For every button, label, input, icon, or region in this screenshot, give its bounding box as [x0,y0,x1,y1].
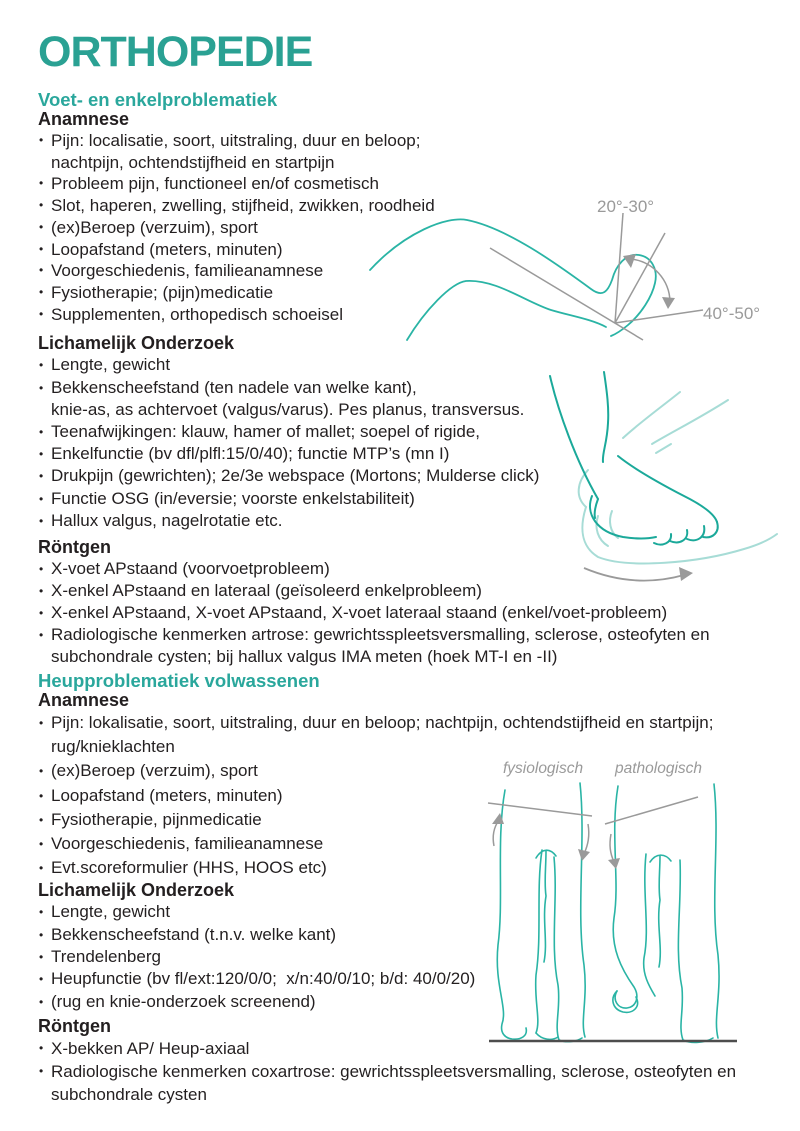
bullet-line: • Radiologische kenmerken coxartrose: gewrichtsspleetsversmalling, sclerose, osteofyten en [51,1061,737,1081]
bullet-line: • X-enkel APstaand en lateraal (geïsoleerd enkelprobleem) [51,580,482,600]
bullet-line: • Hallux valgus, nagelrotatie etc. [51,510,283,530]
legs-outline-sketch [497,783,719,1042]
bullet-line: • Bekkenscheefstand (t.n.v. welke kant) [51,924,337,944]
bullet-line: • Probleem pijn, functioneel en/of cosmetisch [51,174,379,194]
bullet-list [38,1037,792,1106]
bullet-line: • Pijn: localisatie, soort, uitstraling, duur en beloop; [51,131,421,150]
subsection-heading: Röntgen [38,1015,111,1036]
physiologic-label: fysiologisch [503,760,584,777]
bullet-line: • Lengte, gewicht [51,902,171,922]
bullet-line: • Fysiotherapie, pijnmedicatie [51,809,262,829]
bullet-line: • Evt.scoreformulier (HHS, HOOS etc) [51,858,327,878]
bullet-line: • Loopafstand (meters, minuten) [51,239,283,259]
section-heading: Heupproblematiek volwassenen [38,669,320,691]
subsection-heading: Lichamelijk Onderzoek [38,880,235,901]
bullet-line: • Pijn: lokalisatie, soort, uitstraling, duur en beloop; nachtpijn, ochtendstijfheid en startpijn; [51,712,714,732]
list-item [38,624,792,668]
bullet-line: • (rug en knie-onderzoek screenend) [51,991,316,1011]
list-item [38,1060,792,1106]
pelvis-tilt-lines [488,797,698,862]
bullet-line-continued: nachtpijn, ochtendstijfheid en startpijn [51,152,335,172]
bullet-line: • Enkelfunctie (bv dfl/plfl:15/0/40); functie MTP’s (mn I) [51,444,450,464]
bullet-line: • Lengte, gewicht [51,355,171,375]
bullet-line: • Supplementen, orthopedisch schoeisel [51,304,344,324]
pelvis-arrowheads [492,813,620,869]
bullet-line: • Trendelenberg [51,946,161,966]
bullet-line-continued: knie-as, as achtervoet (valgus/varus). Pes planus, transversus. [51,399,525,419]
list-item [38,130,792,173]
pathologic-label: pathologisch [615,760,703,777]
subsection-heading: Anamnese [38,689,130,710]
bullet-line: • Radiologische kenmerken artrose: gewrichtsspleetsversmalling, sclerose, osteofyten en [51,624,710,644]
subsection-heading: Anamnese [38,109,130,129]
subsection-heading: Lichamelijk Onderzoek [38,333,235,354]
subsection-heading: Röntgen [38,536,111,557]
list-item [38,602,792,624]
bullet-line: • Slot, haperen, zwelling, stijfheid, zwikken, roodheid [51,196,435,216]
bullet-line: • Voorgeschiedenis, familieanamnese [51,261,324,281]
foot-outline-sketch [550,372,718,545]
bullet-line-continued: rug/knieklachten [51,737,175,757]
page-title: ORTHOPEDIE [38,28,313,76]
bullet-line: • Drukpijn (gewrichten); 2e/3e webspace (Mortons; Mulderse click) [51,466,540,486]
bullet-line: • Voorgeschiedenis, familieanamnese [51,833,324,853]
bullet-line: • Fysiotherapie; (pijn)medicatie [51,282,274,302]
plantarflexion-angle-label: 40°-50° [703,304,761,323]
bullet-line: • Loopafstand (meters, minuten) [51,785,283,805]
ankle-range-of-motion-figure [365,192,795,347]
bullet-line: • Teenafwijkingen: klauw, hamer of mallet; soepel of rigide, [51,421,481,441]
bullet-line-continued: subchondrale cysten [51,1084,207,1104]
eversion-arrow [584,568,684,581]
dorsiflexion-angle-label: 20°-30° [597,197,655,216]
bullet-line: • Functie OSG (in/eversie; voorste enkelstabiliteit) [51,488,415,508]
bullet-line: • X-voet APstaand (voorvoetprobleem) [51,558,330,578]
angle-reference-lines [490,213,703,340]
trendelenburg-figure [484,750,744,1045]
bullet-line-continued: subchondrale cysten; bij hallux valgus IMA meten (hoek MT-I en -II) [51,646,558,666]
bullet-line: • Bekkenscheefstand (ten nadele van welke kant), [51,377,417,397]
bullet-line: • X-enkel APstaand, X-voet APstaand, X-voet lateraal staand (enkel/voet-probleem) [51,602,668,622]
bullet-line: • X-bekken AP/ Heup-axiaal [51,1038,250,1058]
bullet-line: • Heupfunctie (bv fl/ext:120/0/0; x/n:40/0/10; b/d: 40/0/20) [51,969,476,989]
bullet-line: • (ex)Beroep (verzuim), sport [51,217,258,237]
eversion-arrowhead [679,567,693,581]
bullet-line: • (ex)Beroep (verzuim), sport [51,761,258,781]
foot-inversion-eversion-figure [528,356,800,596]
section-heading: Voet- en enkelproblematiek [38,89,278,110]
